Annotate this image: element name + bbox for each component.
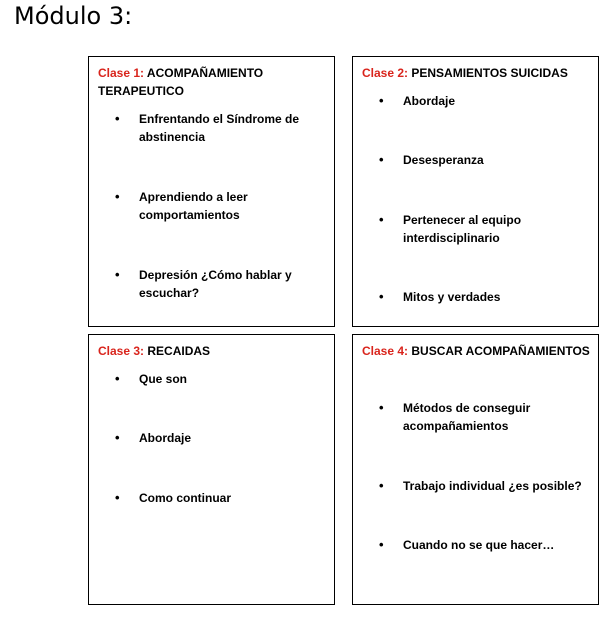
list-item-text: Depresión ¿Cómo hablar y escuchar? [139, 268, 292, 300]
list-item [379, 399, 588, 435]
list-item [379, 288, 588, 306]
class-number: Clase 1: [98, 66, 145, 80]
bullet-icon: • [379, 152, 384, 167]
list-item-text: Mitos y verdades [403, 290, 501, 304]
bullet-icon: • [379, 93, 384, 108]
list-item [379, 151, 588, 169]
bullet-icon: • [379, 537, 384, 552]
list-item-text: Cuando no se que hacer… [403, 538, 555, 552]
list-item-text: Aprendiendo a leer comportamientos [139, 190, 248, 222]
bullet-icon: • [115, 430, 120, 445]
module-title: Módulo 3: [14, 2, 133, 30]
list-item [379, 477, 588, 495]
list-item [115, 489, 324, 507]
class-card-1 [88, 56, 335, 327]
list-item-text: Desesperanza [403, 153, 484, 167]
list-item [379, 211, 588, 247]
list-item [115, 370, 324, 388]
class-title: BUSCAR ACOMPAÑAMIENTOS [408, 344, 590, 358]
bullet-icon: • [379, 289, 384, 304]
class-number: Clase 4: [362, 344, 409, 358]
class-card-2 [352, 56, 599, 327]
list-item [115, 429, 324, 447]
list-item-text: Pertenecer al equipo interdisciplinario [403, 213, 522, 245]
list-item-text: Abordaje [139, 431, 192, 445]
list-item-text: Enfrentando el Síndrome de abstinencia [139, 112, 300, 144]
list-item-text: Que son [139, 372, 188, 386]
bullet-icon: • [379, 212, 384, 227]
bullet-icon: • [115, 111, 120, 126]
list-item-text: Métodos de conseguir acompañamientos [403, 401, 531, 433]
class-card-4 [352, 334, 599, 605]
card-header [362, 342, 590, 360]
class-title: PENSAMIENTOS SUICIDAS [408, 66, 568, 80]
list-item [379, 536, 588, 554]
list-item-text: Abordaje [403, 94, 456, 108]
list-item-text: Trabajo individual ¿es posible? [403, 479, 582, 493]
class-card-3 [88, 334, 335, 605]
card-header [362, 64, 590, 82]
bullet-icon: • [379, 478, 384, 493]
bullet-icon: • [115, 189, 120, 204]
list-item-text: Como continuar [139, 491, 231, 505]
bullet-icon: • [115, 490, 120, 505]
list-item [115, 266, 324, 302]
list-item [379, 92, 588, 110]
card-header [98, 342, 326, 360]
class-number: Clase 2: [362, 66, 409, 80]
card-header [98, 64, 326, 100]
bullet-icon: • [115, 371, 120, 386]
bullet-icon: • [379, 400, 384, 415]
class-title: RECAIDAS [144, 344, 211, 358]
list-item [115, 188, 324, 224]
bullet-icon: • [115, 267, 120, 282]
class-number: Clase 3: [98, 344, 145, 358]
list-item [115, 110, 324, 146]
class-title: ACOMPAÑAMIENTO TERAPEUTICO [98, 66, 264, 98]
